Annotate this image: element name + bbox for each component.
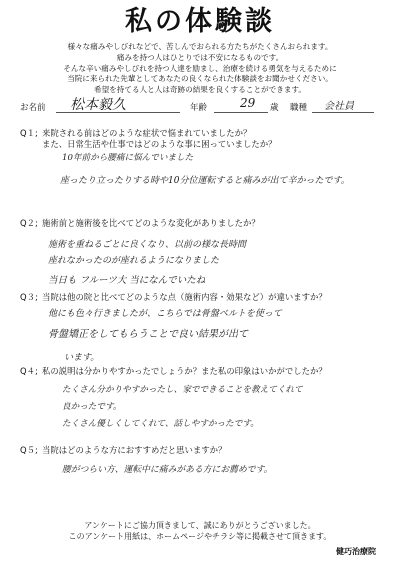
question-4 — [20, 366, 327, 377]
question-number: Q５; — [20, 445, 38, 455]
name-label: お名前 — [20, 103, 46, 113]
question-text: また、日常生活や仕事ではどのような事に困っていましたか？ — [42, 139, 277, 149]
name-value: 松本毅久 — [70, 97, 126, 113]
intro-line: 当院に来られた先輩としてあなたの良くなられた体験談をお聞かせください。 — [67, 74, 333, 84]
job-label: 職種 — [290, 103, 308, 113]
job-value: 会社員 — [324, 101, 354, 112]
question-number: Q４; — [20, 366, 38, 376]
question-number: Q２; — [20, 218, 38, 228]
intro-line: そんな辛い痛みやしびれを持つ人達を励まし、治療を続ける勇気を与えるために — [63, 63, 337, 73]
question-text: 当院はどのような方におすすめだと思いますか？ — [42, 445, 227, 455]
question-3 — [20, 292, 327, 303]
answer-text: 施術を重ねるごとに良くなり、以前の様な長時間 — [48, 240, 247, 250]
intro-line: 様々な痛みやしびれなどで、苦しんでおられる方たちがたくさんおられます。 — [67, 42, 333, 51]
question-5 — [20, 445, 226, 456]
answer-text: 当日も フルーツ大 当になんでいたね — [48, 275, 206, 286]
job-underline — [312, 112, 374, 113]
answer-text: たくさん優しくしてくれて、話しやすかったです。 — [62, 419, 259, 429]
page-title: 私の体験談 — [125, 6, 275, 37]
question-2 — [20, 218, 260, 229]
answer-text: たくさん分かりやすかったし、家でできることを教えてくれて — [62, 385, 303, 395]
question-number: Q１; — [20, 128, 38, 138]
age-value: 29 — [240, 96, 256, 110]
intro-line: 痛みを持つ人はひとりでは不安になるものです。 — [116, 52, 284, 62]
answer-text: 良かったです。 — [62, 402, 122, 412]
intro-line: 希望を持てる人と人は奇跡の結果を良くすることができます。 — [93, 85, 306, 95]
question-text: 施術前と施術後を比べてどのような変化がありましたか？ — [42, 218, 260, 228]
answer-text: 他にも色々行きましたが、こちらでは骨盤ベルトを使って — [48, 309, 282, 319]
age-unit: 歳 — [270, 103, 279, 113]
footer-line: アンケートにご協力頂きまして、誠にありがとうございました。 — [84, 521, 316, 530]
answer-text: 骨盤矯正をしてもらうことで良い結果が出て — [48, 329, 248, 340]
question-text: 来院される前はどのような症状で悩まれていましたか？ — [42, 128, 252, 138]
footer-text — [0, 520, 400, 542]
age-label: 年齢 — [190, 103, 208, 113]
question-number: Q３; — [20, 292, 38, 302]
question-text: 当院は他の院と比べてどのような点（施術内容・効果など）が違いますか？ — [42, 292, 327, 302]
answer-text: 10年前から腰痛に悩んでいました — [62, 153, 194, 163]
answer-text: います。 — [64, 353, 100, 363]
answer-text: 腰がつらい方、運転中に痛みがある方にお薦めです。 — [62, 465, 273, 475]
answer-text: 座れなかったのが座れるようになりました — [48, 256, 220, 266]
clinic-name: 健巧治療院 — [336, 547, 376, 556]
footer-line: このアンケート用紙は、ホームページやチラシ等に掲載させて頂きます。 — [68, 532, 332, 541]
name-underline — [56, 112, 180, 113]
question-1 — [20, 128, 277, 150]
question-text: 私の説明は分かりやすかったでしょうか？また私の印象はいかがでしたか？ — [42, 366, 327, 376]
intro-text — [20, 42, 380, 96]
age-underline — [214, 112, 268, 113]
answer-text: 座ったり立ったりする時や10分位運転すると痛みが出て辛かったです。 — [60, 176, 350, 186]
